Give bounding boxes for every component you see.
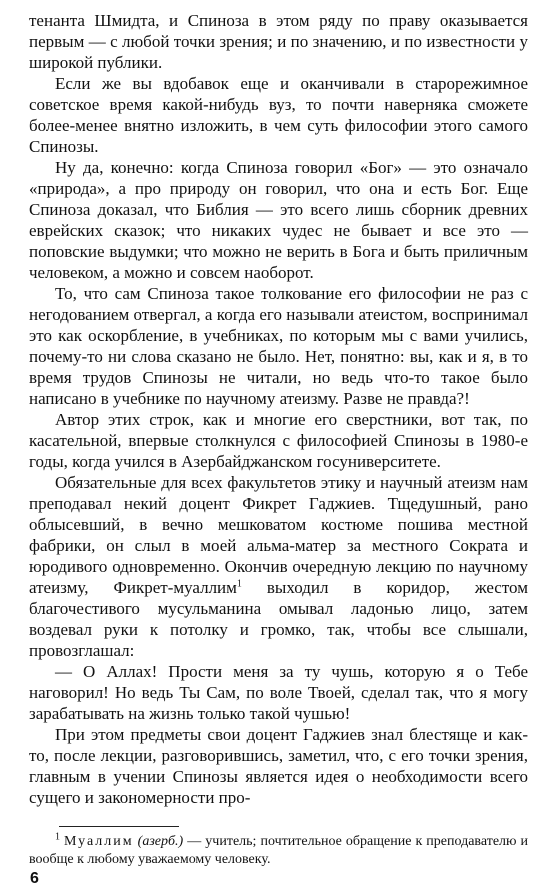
paragraph-3: Ну да, конечно: когда Спиноза говорил «Бог» — это означало «природа», а про природу он говорил, что она и есть Бог. Еще Спиноза доказал, что Библия — это всего лишь сборник древних еврейских сказок; что никаких чудес не бывает и все это — поповские выдумки; что можно не верить в Бога и быть приличным человеком, а можно и совсем наоборот. <box>29 158 528 282</box>
footnote <box>29 833 528 869</box>
footnote-marker: 1 <box>55 831 60 843</box>
paragraph-8: При этом предметы свои доцент Гаджиев знал блестяще и как-то, после лекции, разговорившись, заметил, что, с его точки зрения, главным в учении Спинозы является идея о необходимости всего сущего и закономерности про- <box>29 725 528 807</box>
main-text <box>29 10 528 808</box>
footnote-reference[interactable]: 1 <box>236 578 242 590</box>
footnote-text: — учитель; почтительное обращение к преподавателю и вообще к любому уважаемому человеку. <box>29 834 529 867</box>
paragraph-6-start: Обязательные для всех факультетов этику и научный атеизм нам преподавал некий доцент Фикрет Гаджиев. Тщедушный, рано облысевший, в вечно мешковатом костюме пошива местной фабрики, он слыл в моей альма-матер за местного Сократа и юродивого одновременно. Окончив очередную лекцию по научному атеизму, Фикрет-муаллим <box>29 473 528 597</box>
paragraph-4: То, что сам Спиноза такое толкование его философии не раз с негодованием отвергал, а когда его называли атеистом, воспринимал это как оскорбление, в учебниках, по которым мы с вами учились, почему-то ни слова сказано не было. Нет, понятно: вы, как и я, в то время трудов Спинозы не читали, но ведь что-то такое было написано в учебнике по научному атеизму. Разве не правда?! <box>29 284 528 408</box>
page-number: 6 <box>30 870 39 887</box>
paragraph-2: Если же вы вдобавок еще и оканчивали в старорежимное советское время какой-нибудь вуз, то почти наверняка сможете более-менее внятно изложить, в чем суть философии этого самого Спинозы. <box>29 74 528 156</box>
paragraph-5: Автор этих строк, как и многие его сверстники, вот так, по касательной, впервые столкнулся с философией Спинозы в 1980-е годы, когда учился в Азербайджанском госуниверситете. <box>29 410 528 471</box>
paragraph-6-end: выходил в коридор, жестом благочестивого мусульманина омывал ладонью лицо, затем воздевал руки к потолку и громко, так, чтобы все слышали, провозглашал: <box>29 578 528 660</box>
paragraph-6 <box>29 472 528 661</box>
footnote-language: (азерб.) <box>137 834 184 849</box>
footnote-term: Муаллим <box>64 834 134 849</box>
paragraph-1: тенанта Шмидта, и Спиноза в этом ряду по праву оказывается первым — с любой точки зрения; и по значению, и по известности у широкой публики. <box>29 11 528 72</box>
footnote-divider <box>59 826 179 827</box>
paragraph-7: — О Аллах! Прости меня за ту чушь, которую я о Тебе наговорил! Но ведь Ты Сам, по воле Твоей, сделал так, что я могу зарабатывать на жизнь только такой чушью! <box>29 662 528 723</box>
